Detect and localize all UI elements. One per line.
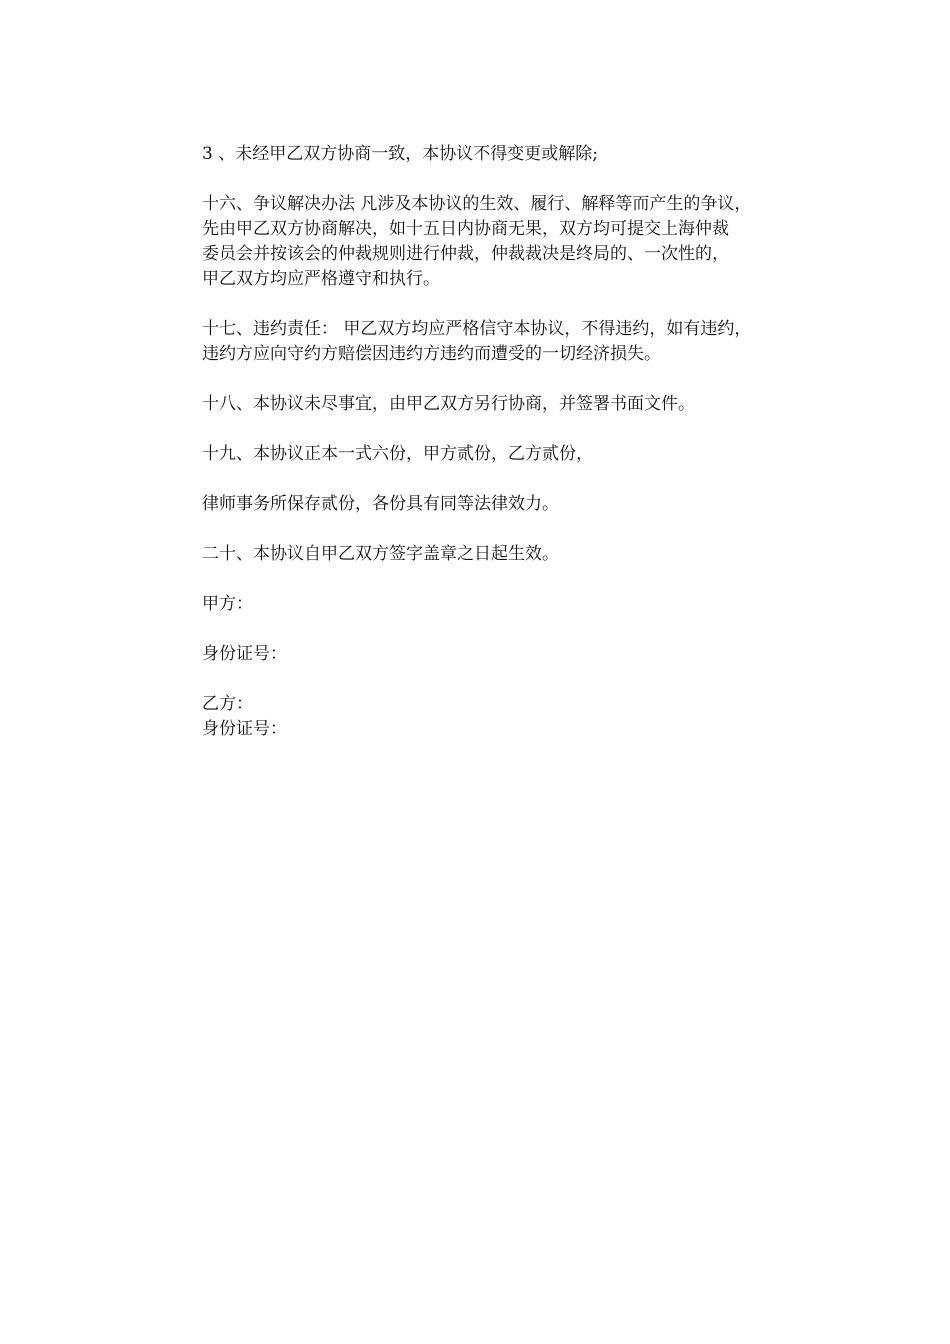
- party-b-label: 乙方：: [202, 694, 253, 714]
- article-16-dispute-resolution: [202, 192, 842, 292]
- article-16-line: 十六、争议解决办法 凡涉及本协议的生效、履行、解释等而产生的争议，: [202, 194, 752, 214]
- article-18-other-matters: 十八、本协议未尽事宜，由甲乙双方另行协商，并签署书面文件。: [202, 394, 695, 414]
- article-17-line: 十七、违约责任： 甲乙双方均应严格信守本协议，不得违约，如有违约，: [202, 319, 752, 339]
- article-20-effective-date: 二十、本协议自甲乙双方签字盖章之日起生效。: [202, 544, 559, 564]
- article-16-line: 先由甲乙双方协商解决，如十五日内协商无果，双方均可提交上海仲裁: [202, 219, 729, 239]
- clause-item-3: 3 、未经甲乙双方协商一致，本协议不得变更或解除;: [202, 144, 598, 164]
- article-16-line: 委员会并按该会的仲裁规则进行仲裁，仲裁裁决是终局的、一次性的，: [202, 244, 729, 264]
- article-19-copies-continued: 律师事务所保存贰份，各份具有同等法律效力。: [202, 494, 559, 514]
- article-16-line: 甲乙双方均应严格遵守和执行。: [202, 269, 440, 289]
- party-a-label: 甲方：: [202, 594, 253, 614]
- article-17-line: 违约方应向守约方赔偿因违约方违约而遭受的一切经济损失。: [202, 344, 661, 364]
- party-b-id-label: 身份证号：: [202, 719, 287, 739]
- party-a-id-label: 身份证号：: [202, 644, 287, 664]
- article-19-copies: 十九、本协议正本一式六份，甲方贰份，乙方贰份，: [202, 444, 593, 464]
- document-body: [202, 142, 842, 742]
- article-17-breach-liability: [202, 317, 842, 367]
